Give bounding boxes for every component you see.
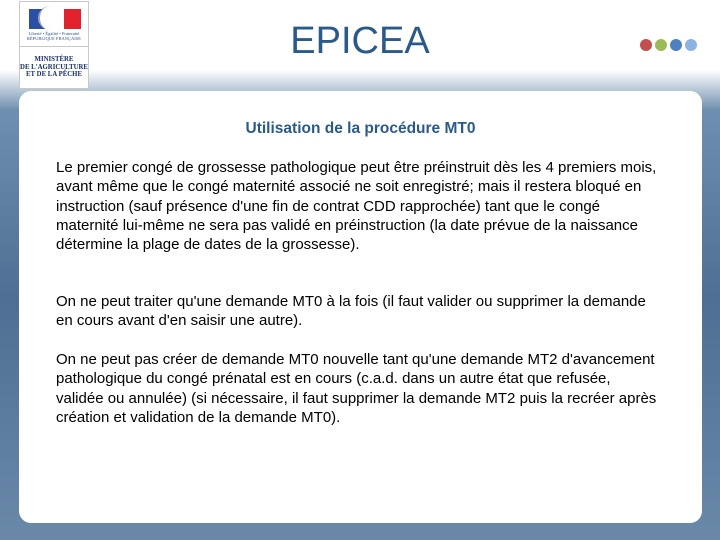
ministry-line: MINISTÈRE	[34, 56, 74, 63]
paragraph-demande-mt2: On ne peut pas créer de demande MT0 nouvelle tant qu'une demande MT2 d'avancement pathologique du congé prénatal est en cours (c.a.d. dans un autre état que refusée, validée ou annulée) (si nécessaire, il faut supprimer la demande MT2 puis la recréer après création et validation de la demande MT0).	[56, 351, 657, 426]
motto-line: RÉPUBLIQUE FRANÇAISE	[26, 36, 82, 41]
content-card	[19, 91, 702, 523]
dot-green	[655, 39, 667, 51]
dot-red	[640, 39, 652, 51]
app-title: EPICEA	[290, 20, 430, 62]
decorative-dots	[640, 39, 697, 51]
paragraph-grossesse-pathologique: Le premier congé de grossesse pathologique peut être préinstruit dès les 4 premiers mois, avant même que le congé maternité associé ne soit enregistré; mais il restera bloqué en instruction (sauf présence d'une fin de contrat CDD rapprochée) tant que le congé maternité lui-même ne sera pas validé en préinstruction (la date prévue de la naissance détermine la plage de dates de la grossesse).	[56, 159, 657, 254]
slide-heading: Utilisation de la procédure MT0	[245, 120, 476, 137]
dot-blue	[670, 39, 682, 51]
ministry-line: ET DE LA PÊCHE	[26, 71, 82, 79]
ministry-line: DE L'AGRICULTURE	[20, 63, 88, 71]
paragraph-une-demande: On ne peut traiter qu'une demande MT0 à la fois (il faut valider ou supprimer la demande en cours avant d'en saisir une autre).	[56, 293, 646, 330]
motto-line: Liberté • Égalité • Fraternité	[28, 31, 80, 36]
dot-light-blue	[685, 39, 697, 51]
